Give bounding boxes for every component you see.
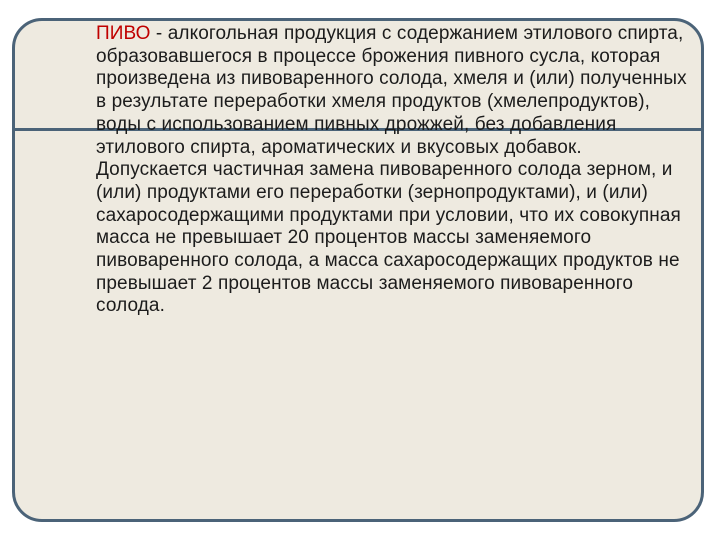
definition-term: ПИВО — [96, 23, 151, 44]
definition-paragraph — [96, 23, 696, 318]
definition-text: - алкогольная продукция с содержанием этилового спирта, образовавшегося в процессе брожения пивного сусла, которая произведена из пивоваренного солода, хмеля и (или) полученных в результате переработки хмеля продуктов (хмелепродуктов), воды с использованием пивных дрожжей, без добавления этилового спирта, ароматических и вкусовых добавок. Допускается частичная замена пивоваренного солода зерном, и (или) продуктами его переработки (зернопродуктами), и (или) сахаросодержащими продуктами при условии, что их совокупная масса не превышает 20 процентов массы заменяемого пивоваренного солода, а масса сахаросодержащих продуктов не превышает 2 процентов массы заменяемого пивоваренного солода. — [96, 23, 687, 317]
